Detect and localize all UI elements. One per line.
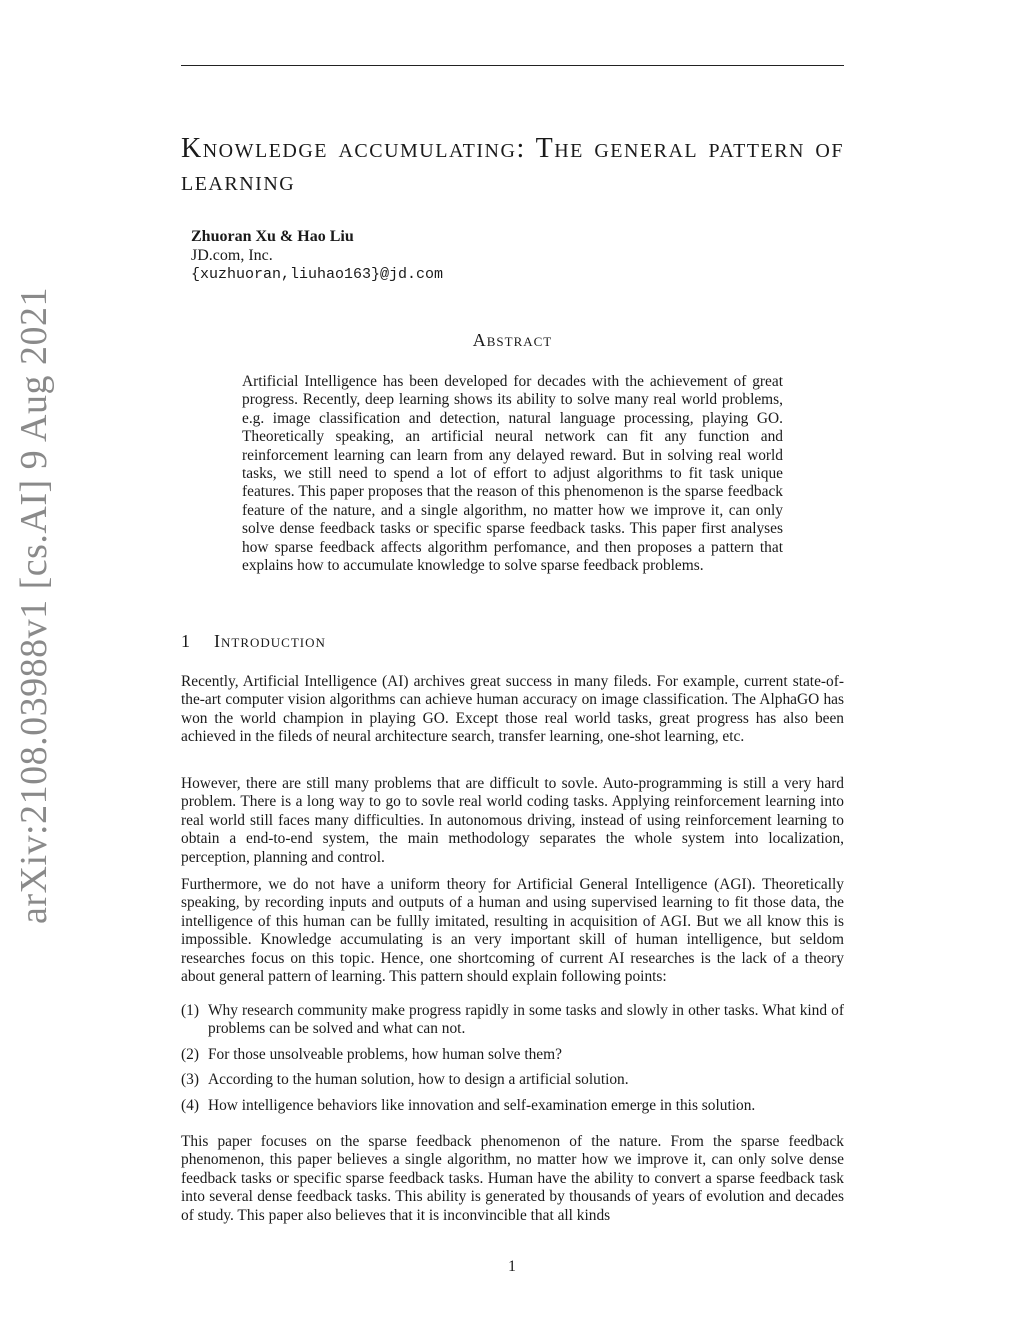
author-block bbox=[191, 227, 443, 284]
question-list bbox=[181, 1002, 844, 1122]
list-marker: (4) bbox=[181, 1096, 199, 1114]
author-names: Zhuoran Xu & Hao Liu bbox=[191, 228, 354, 245]
section-number: 1 bbox=[181, 631, 191, 651]
arxiv-watermark: arXiv:2108.03988v1 [cs.AI] 9 Aug 2021 bbox=[13, 287, 55, 924]
section-heading-introduction bbox=[181, 631, 326, 652]
intro-paragraph-3: Furthermore, we do not have a uniform theory for Artificial General Intelligence (AGI). Theoretically speaking, by recording inputs and outputs of a human and using supervised learning to fit those data, the intelligence of this human can be fullly imitated, resulting in acquisition of AGI. But we all know this is impossible. Knowledge accumulating is an very important skill of human intelligence, but seldom researches focus on this topic. Hence, one shortcoming of current AI researches is the lack of a theory about general pattern of learning. This pattern should explain following points: bbox=[181, 876, 844, 986]
list-item-text: For those unsolveable problems, how human solve them? bbox=[208, 1045, 562, 1063]
list-item bbox=[181, 1097, 844, 1115]
abstract-heading: Abstract bbox=[472, 330, 553, 350]
page-number: 1 bbox=[508, 1258, 516, 1275]
intro-paragraph-2: However, there are still many problems that are difficult to sovle. Auto-programming is still a very hard problem. There is a long way to go to sovle real world coding tasks. Applying reinforcement learning into real world still faces many difficulties. In autonomous driving, instead of using reinforcement learning to obtain a end-to-end system, the main methodology separates the whole system into localization, perception, planning and control. bbox=[181, 775, 844, 866]
list-item bbox=[181, 1046, 844, 1064]
intro-paragraph-4: This paper focuses on the sparse feedback phenomenon of the nature. From the sparse feedback phenomenon, this paper believes a single algorithm, no matter how we improve it, can only solve dense feedback tasks or specific sparse feedback tasks. Human have the ability to convert a sparse feedback task into several dense feedback tasks. This ability is generated by thousands of years of evolution and decades of study. This paper also believes that it is inconvincible that all kinds bbox=[181, 1133, 844, 1224]
intro-paragraph-1: Recently, Artificial Intelligence (AI) archives great success in many fileds. For example, current state-of-the-art computer vision algorithms can achieve human accuracy on image classification. The AlphaGO has won the world champion in playing GO. Except those real world tasks, great progress has also been achieved in the fileds of neural architecture search, transfer learning, one-shot learning, etc. bbox=[181, 673, 844, 746]
abstract-text: Artificial Intelligence has been developed for decades with the achievement of great progress. Recently, deep learning shows its ability to solve many real world problems, e.g. image classification and detection, natural language processing, playing GO. Theoretically speaking, an artificial neural network can fit any function and reinforcement learning can learn from any delayed reward. But in solving real world tasks, we still need to spend a lot of effort to adjust algorithms to fit task unique features. This paper proposes that the reason of this phenomenon is the sparse feedback feature of the nature, and a single algorithm, no matter how we improve it, can only solve dense feedback tasks or specific sparse feedback tasks. This paper first analyses how sparse feedback affects algorithm perfomance, and then proposes a pattern that explains how to accumulate knowledge to solve sparse feedback problems. bbox=[242, 373, 783, 575]
list-item-text: According to the human solution, how to design a artificial solution. bbox=[208, 1071, 629, 1089]
list-marker: (3) bbox=[181, 1071, 199, 1089]
paper-title: Knowledge accumulating: The general pattern of learning bbox=[181, 133, 844, 197]
list-item bbox=[181, 1002, 844, 1039]
list-item-text: Why research community make progress rapidly in some tasks and slowly in other tasks. What kind of problems can be solved and what can not. bbox=[208, 1002, 844, 1038]
affiliation: JD.com, Inc. bbox=[191, 247, 273, 264]
list-item-text: How intelligence behaviors like innovation and self-examination emerge in this solution. bbox=[208, 1096, 756, 1114]
list-marker: (2) bbox=[181, 1045, 199, 1063]
author-email: {xuzhuoran,liuhao163}@jd.com bbox=[191, 266, 444, 283]
list-item bbox=[181, 1071, 844, 1089]
list-marker: (1) bbox=[181, 1002, 199, 1019]
top-rule bbox=[181, 65, 844, 66]
section-title: Introduction bbox=[214, 631, 326, 651]
